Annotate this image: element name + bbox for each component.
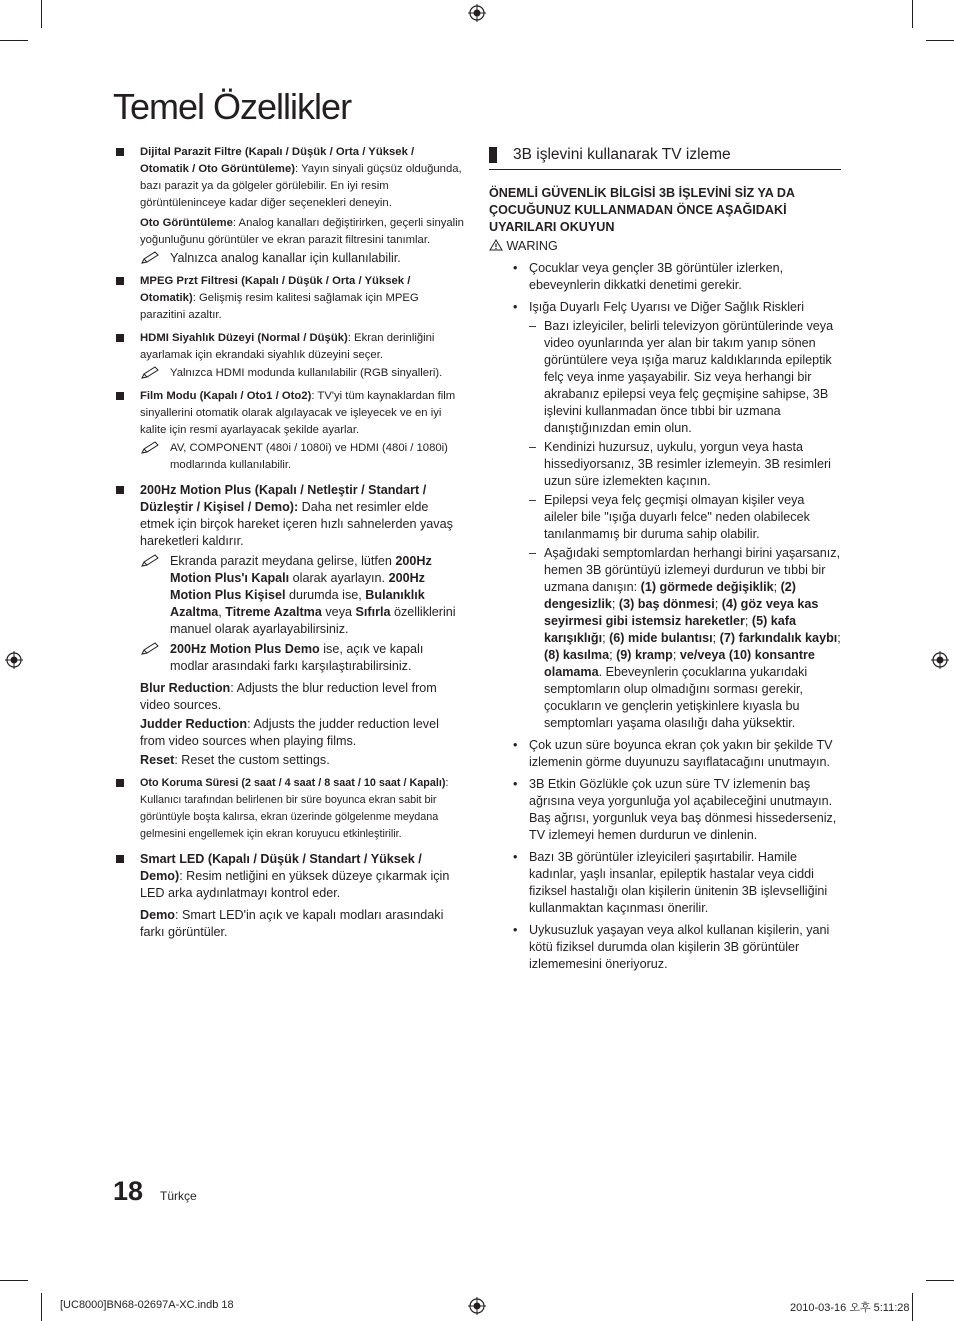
bullet-dot-icon: •: [513, 777, 518, 791]
square-bullet-icon: [116, 277, 124, 285]
item-description: : Resim netliğini en yüksek düzeye çıkarmak için LED arka aydınlatmayı kontrol eder.: [140, 869, 450, 900]
item-text: [140, 851, 465, 902]
registration-mark-icon: [468, 4, 486, 22]
dash-icon: –: [529, 319, 537, 333]
footer-file-info: [UC8000]BN68-02697A-XC.indb 18: [60, 1299, 234, 1311]
item-text: [140, 330, 465, 364]
item-text: [140, 775, 465, 843]
warning-triangle-icon: [489, 239, 503, 251]
item-title: MPEG Przt Filtresi (Kapalı / Düşük / Orta / Yüksek / Otomatik): [140, 275, 411, 304]
section-title: 3B işlevini kullanarak TV izleme: [513, 146, 731, 163]
note-text: durumda ise,: [285, 588, 366, 602]
list-item: [489, 776, 841, 844]
registration-mark-icon: [931, 651, 949, 669]
item-text: Bazı 3B görüntüler izleyicileri şaşırtabilir. Hamile kadınlar, yaşlı insanlar, epileptik hastalar veya ciddi fiziksel hastalığı olan kişilerin ünitenin 3B işlevselliğini kullanmaktan kaçınması önerilir.: [529, 850, 828, 915]
sub-title: Oto Görüntüleme: [140, 217, 233, 229]
dash-icon: –: [529, 546, 537, 560]
separator: ;: [773, 580, 781, 594]
sub-paragraph: [140, 752, 465, 769]
separator: ;: [609, 648, 617, 662]
note-text: Yalnızca HDMI modunda kullanılabilir (RGB sinyalleri).: [170, 367, 443, 379]
separator: ;: [611, 597, 619, 611]
sub-title: Reset: [140, 753, 175, 767]
symptom: (3) baş dönmesi: [618, 597, 715, 611]
symptom: (6) mide bulantısı: [609, 631, 713, 645]
symptom: (7) farkındalık kaybı: [719, 631, 838, 645]
bullet-dot-icon: •: [513, 261, 518, 275]
section-heading: [489, 145, 841, 170]
sub-description: : Adjusts the judder reduction level from video sources when playing films.: [140, 717, 439, 748]
note-pencil-icon: [140, 251, 160, 265]
square-bullet-icon: [116, 486, 124, 494]
bullet-dot-icon: •: [513, 850, 518, 864]
list-item: [113, 273, 465, 324]
list-item: [489, 849, 841, 917]
list-item: [489, 299, 841, 316]
square-bullet-icon: [116, 855, 124, 863]
item-title: Film Modu (Kapalı / Oto1 / Oto2): [140, 390, 312, 402]
item-title: Dijital Parazit Filtre (Kapalı / Düşük / Orta / Yüksek / Otomatik / Oto Görüntüleme): [140, 146, 415, 175]
list-item: [113, 144, 465, 267]
crop-mark: [41, 1293, 42, 1321]
item-description: Daha net resimler elde etmek için birçok hareket içeren hızlı sahnelerden yavaş hareketleri kaldırır.: [140, 500, 453, 548]
note-bold: 200Hz Motion Plus Demo: [170, 642, 320, 656]
warning-label: [489, 238, 841, 255]
note-text: ise, açık ve kapalı modlar arasındaki farkı karşılaştırabilirsiniz.: [170, 642, 424, 673]
list-item: [489, 737, 841, 771]
symptom: ve/veya (10) konsantre olamama: [544, 648, 815, 679]
note-text: Yalnızca analog kanallar için kullanılabilir.: [170, 251, 401, 265]
note-bold: Sıfırla: [355, 605, 391, 619]
separator: ;: [712, 631, 720, 645]
symptom: (8) kasılma: [544, 648, 610, 662]
separator: ;: [602, 631, 610, 645]
sub-title: Blur Reduction: [140, 681, 231, 695]
item-text: Bazı izleyiciler, belirli televizyon görüntülerinde veya video oyunlarında yer alan bir takım yanıp sönen görüntülere veya ışığa maruz kaldıklarında epileptik felç veya inme yaşayabilir. Siz veya herhangi bir akrabanız epilepsi veya felç geçmişine sahipse, 3B işlevini kullanmadan önce tıbbi bir uzmana danıştığınızdan emin olun.: [544, 319, 834, 435]
symptom: (1) görmede değişiklik: [640, 580, 774, 594]
item-text: [140, 144, 465, 212]
symptom: (5) kafa karışıklığı: [544, 614, 797, 645]
note-bold: Bulanıklık Azaltma: [170, 588, 425, 619]
note-text: özelliklerini manuel olarak ayarlayabilirsiniz.: [170, 605, 456, 636]
sub-description: : Adjusts the blur reduction level from video sources.: [140, 681, 437, 712]
list-item: [113, 482, 465, 769]
dash-icon: –: [529, 493, 537, 507]
note: [140, 440, 465, 474]
item-title: HDMI Siyahlık Düzeyi (Normal / Düşük): [140, 332, 348, 344]
note-pencil-icon: [140, 441, 160, 455]
sub-list-item: [489, 439, 841, 490]
sub-title: Judder Reduction: [140, 717, 248, 731]
registration-mark-icon: [5, 651, 23, 669]
page-number: 18: [113, 1176, 144, 1206]
registration-mark-icon: [468, 1297, 486, 1315]
crop-mark: [41, 0, 42, 28]
note-pencil-icon: [140, 554, 160, 568]
right-column: [489, 144, 841, 973]
list-item: [489, 260, 841, 294]
note: [140, 365, 465, 382]
note-text: ,: [218, 605, 226, 619]
item-text: 3B Etkin Gözlükle çok uzun süre TV izlemenin baş ağrısına veya yorgunluğa yol açabileceğini unutmayın. Baş ağrısı, yorgunluk veya baş dönmesi hissederseniz, TV izlemeyi hemen durdurun ve dinlenin.: [529, 777, 837, 842]
note-text: veya: [321, 605, 356, 619]
item-text: [140, 273, 465, 324]
item-title: Oto Koruma Süresi (2 saat / 4 saat / 8 saat / 10 saat / Kapalı): [140, 777, 446, 789]
item-description: : Gelişmiş resim kalitesi sağlamak için MPEG parazitini azaltır.: [140, 292, 419, 321]
symptom: (9) kramp: [616, 648, 673, 662]
note-bold: Titreme Azaltma: [225, 605, 322, 619]
separator: ;: [744, 614, 752, 628]
separator: ;: [837, 631, 841, 645]
crop-mark: [926, 40, 954, 41]
item-text: Kendinizi huzursuz, uykulu, yorgun veya hasta hissediyorsanız, 3B resimler izlemeyin. 3B resimleri uzun süre izlemekten kaçının.: [544, 440, 831, 488]
crop-mark: [912, 0, 913, 28]
item-description: : Yayın sinyali güçsüz olduğunda, bazı parazit ya da gölgeler görülebilir. En iyi resim görüntüleninceye kadar diğer seçenekleri deneyin.: [140, 163, 462, 209]
note-pencil-icon: [140, 642, 160, 656]
square-bullet-icon: [116, 779, 124, 787]
list-item: [113, 775, 465, 843]
sub-paragraph: [140, 680, 465, 714]
footer-timestamp: 2010-03-16 오후 5:11:28: [790, 1302, 910, 1314]
item-text: Çocuklar veya gençler 3B görüntüler izlerken, ebeveynlerin dikkatki denetimi gerekir.: [529, 261, 784, 292]
list-item: [113, 851, 465, 941]
sub-description: : Analog kanalları değiştirirken, geçerli sinyalin yoğunluğunu görüntüler ve ekran parazit filtresini tanımlar.: [140, 217, 464, 246]
separator: ;: [672, 648, 680, 662]
item-title: Smart LED (Kapalı / Düşük / Standart / Yüksek / Demo): [140, 852, 422, 883]
note-text: Ekranda parazit meydana gelirse, lütfen: [170, 554, 396, 568]
list-item: [489, 922, 841, 973]
item-text: Aşağıdaki semptomlardan herhangi birini yaşarsanız, hemen 3B görüntüyü izlemeyi durdurun ve tıbbi bir uzmana danışın:: [544, 546, 841, 594]
sub-description: : Smart LED'in açık ve kapalı modları arasındaki farkı görüntüler.: [140, 908, 444, 939]
section-bar-icon: [489, 147, 497, 163]
bullet-dot-icon: •: [513, 738, 518, 752]
note-pencil-icon: [140, 366, 160, 380]
dash-icon: –: [529, 440, 537, 454]
bullet-dot-icon: •: [513, 923, 518, 937]
item-text: Uykusuzluk yaşayan veya alkol kullanan kişilerin, yani kötü fiziksel durumda olan kişilerin 3B görüntüler izlememesini öneriyoruz.: [529, 923, 830, 971]
note-bold: 200Hz Motion Plus Kişisel: [170, 571, 425, 602]
crop-mark: [0, 40, 28, 41]
item-description: : TV'yi tüm kaynaklardan film sinyallerini otomatik olarak algılayacak ve işleyecek ve en iyi kalite için resmi ayarlayacak şekilde ayarlar.: [140, 390, 456, 436]
item-text: . Ebeveynlerin çocuklarına yukarıdaki semptomların olup olmadığını sorması gerekir, çocukların ve gençlerin yetişkinlere kıyasla bu semptomları yaşama olasılığı daha yüksektir.: [544, 665, 808, 730]
symptom: (4) göz veya kas seyirmesi gibi istemsiz hareketler: [544, 597, 819, 628]
symptom: (2) dengesizlik: [544, 580, 797, 611]
item-description: : Kullanıcı tarafından belirlenen bir süre boyunca ekran sabit bir görüntüyle boşta kalırsa, ekran üzerinde gölgelenme meydana gelmesini engellemek için ekran koruyucu etkinleştirilir.: [140, 777, 449, 840]
square-bullet-icon: [116, 334, 124, 342]
item-text: Epilepsi veya felç geçmişi olmayan kişiler veya aileler bile "ışığa duyarlı felce" neden olabilecek tanılanmamış bir duruma sahip olabilir.: [544, 493, 810, 541]
item-text: [140, 388, 465, 439]
warning-heading: ÖNEMLİ GÜVENLİK BİLGİSİ 3B İŞLEVİNİ SİZ YA DA ÇOCUĞUNUZ KULLANMADAN ÖNCE AŞAĞIDAKİ UYARILARI OKUYUN: [489, 186, 795, 234]
crop-mark: [912, 1293, 913, 1321]
page-language: Türkçe: [160, 1189, 197, 1203]
item-text: Çok uzun süre boyunca ekran çok yakın bir şekilde TV izlemenin görme duyunuzu sayıflatacağını unutmayın.: [529, 738, 833, 769]
sub-list-item: [489, 545, 841, 732]
sub-description: : Reset the custom settings.: [174, 753, 330, 767]
note-text: AV, COMPONENT (480i / 1080i) ve HDMI (480i / 1080i) modlarında kullanılabilir.: [170, 442, 448, 471]
list-item: [113, 388, 465, 474]
page-title: Temel Özellikler: [113, 86, 352, 127]
note: [140, 641, 465, 675]
item-description: : Ekran derinliğini ayarlamak için ekrandaki siyahlık düzeyini seçer.: [140, 332, 435, 361]
sub-list-item: [489, 318, 841, 437]
separator: ;: [714, 597, 722, 611]
list-item: [113, 330, 465, 382]
sub-paragraph: [140, 215, 465, 249]
item-title: 200Hz Motion Plus (Kapalı / Netleştir / Standart / Düzleştir / Kişisel / Demo):: [140, 483, 427, 514]
sub-paragraph: [140, 907, 465, 941]
sub-paragraph: [140, 716, 465, 750]
note: [140, 250, 465, 267]
note-bold: 200Hz Motion Plus'ı Kapalı: [170, 554, 432, 585]
sub-list-item: [489, 492, 841, 543]
bullet-dot-icon: •: [513, 300, 518, 314]
warning-text: WARING: [506, 239, 558, 253]
item-text: Işığa Duyarlı Felç Uyarısı ve Diğer Sağlık Riskleri: [529, 300, 805, 314]
left-column: [113, 144, 465, 947]
note-text: olarak ayarlayın.: [289, 571, 389, 585]
crop-mark: [926, 1280, 954, 1281]
item-text: [140, 482, 465, 550]
sub-title: Demo: [140, 908, 175, 922]
square-bullet-icon: [116, 148, 124, 156]
crop-mark: [0, 1280, 28, 1281]
note: [140, 553, 465, 638]
square-bullet-icon: [116, 392, 124, 400]
